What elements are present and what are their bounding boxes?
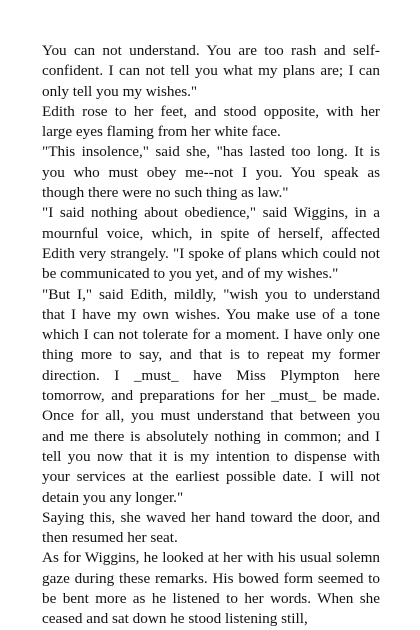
- paragraph: "I said nothing about obedience," said Wiggins, in a mournful voice, which, in spite of herself, affected Edith very strangely. "I spoke of plans which could not be communicated to you yet, and of my wishes.": [42, 204, 380, 283]
- paragraph: "But I," said Edith, mildly, "wish you to understand that I have my own wishes. You make use of a tone which I can not tolerate for a moment. I have only one thing more to say, and that is to repeat my former direction. I _must_ have Miss Plympton here tomorrow, and preparations for her _must_ be made. Once for all, you must understand that between you and me there is absolutely nothing in common; and I tell you now that it is my intention to dispense with your services at the earliest possible date. I will not detain you any longer.": [42, 285, 380, 506]
- paragraph: As for Wiggins, he looked at her with his usual solemn gaze during these remarks. His bowed form seemed to be bent more as he listened to her words. When she ceased and sat down he stood listening still,: [42, 549, 380, 628]
- paragraph: "This insolence," said she, "has lasted too long. It is you who must obey me--not I you. You speak as though there were no such thing as law.": [42, 143, 380, 202]
- paragraph: Edith rose to her feet, and stood opposite, with her large eyes flaming from her white face.: [42, 102, 380, 141]
- paragraph: Saying this, she waved her hand toward the door, and then resumed her seat.: [42, 508, 380, 547]
- document-page: [42, 41, 380, 630]
- paragraph: You can not understand. You are too rash and self-confident. I can not tell you what my plans are; I can only tell you my wishes.": [42, 42, 380, 100]
